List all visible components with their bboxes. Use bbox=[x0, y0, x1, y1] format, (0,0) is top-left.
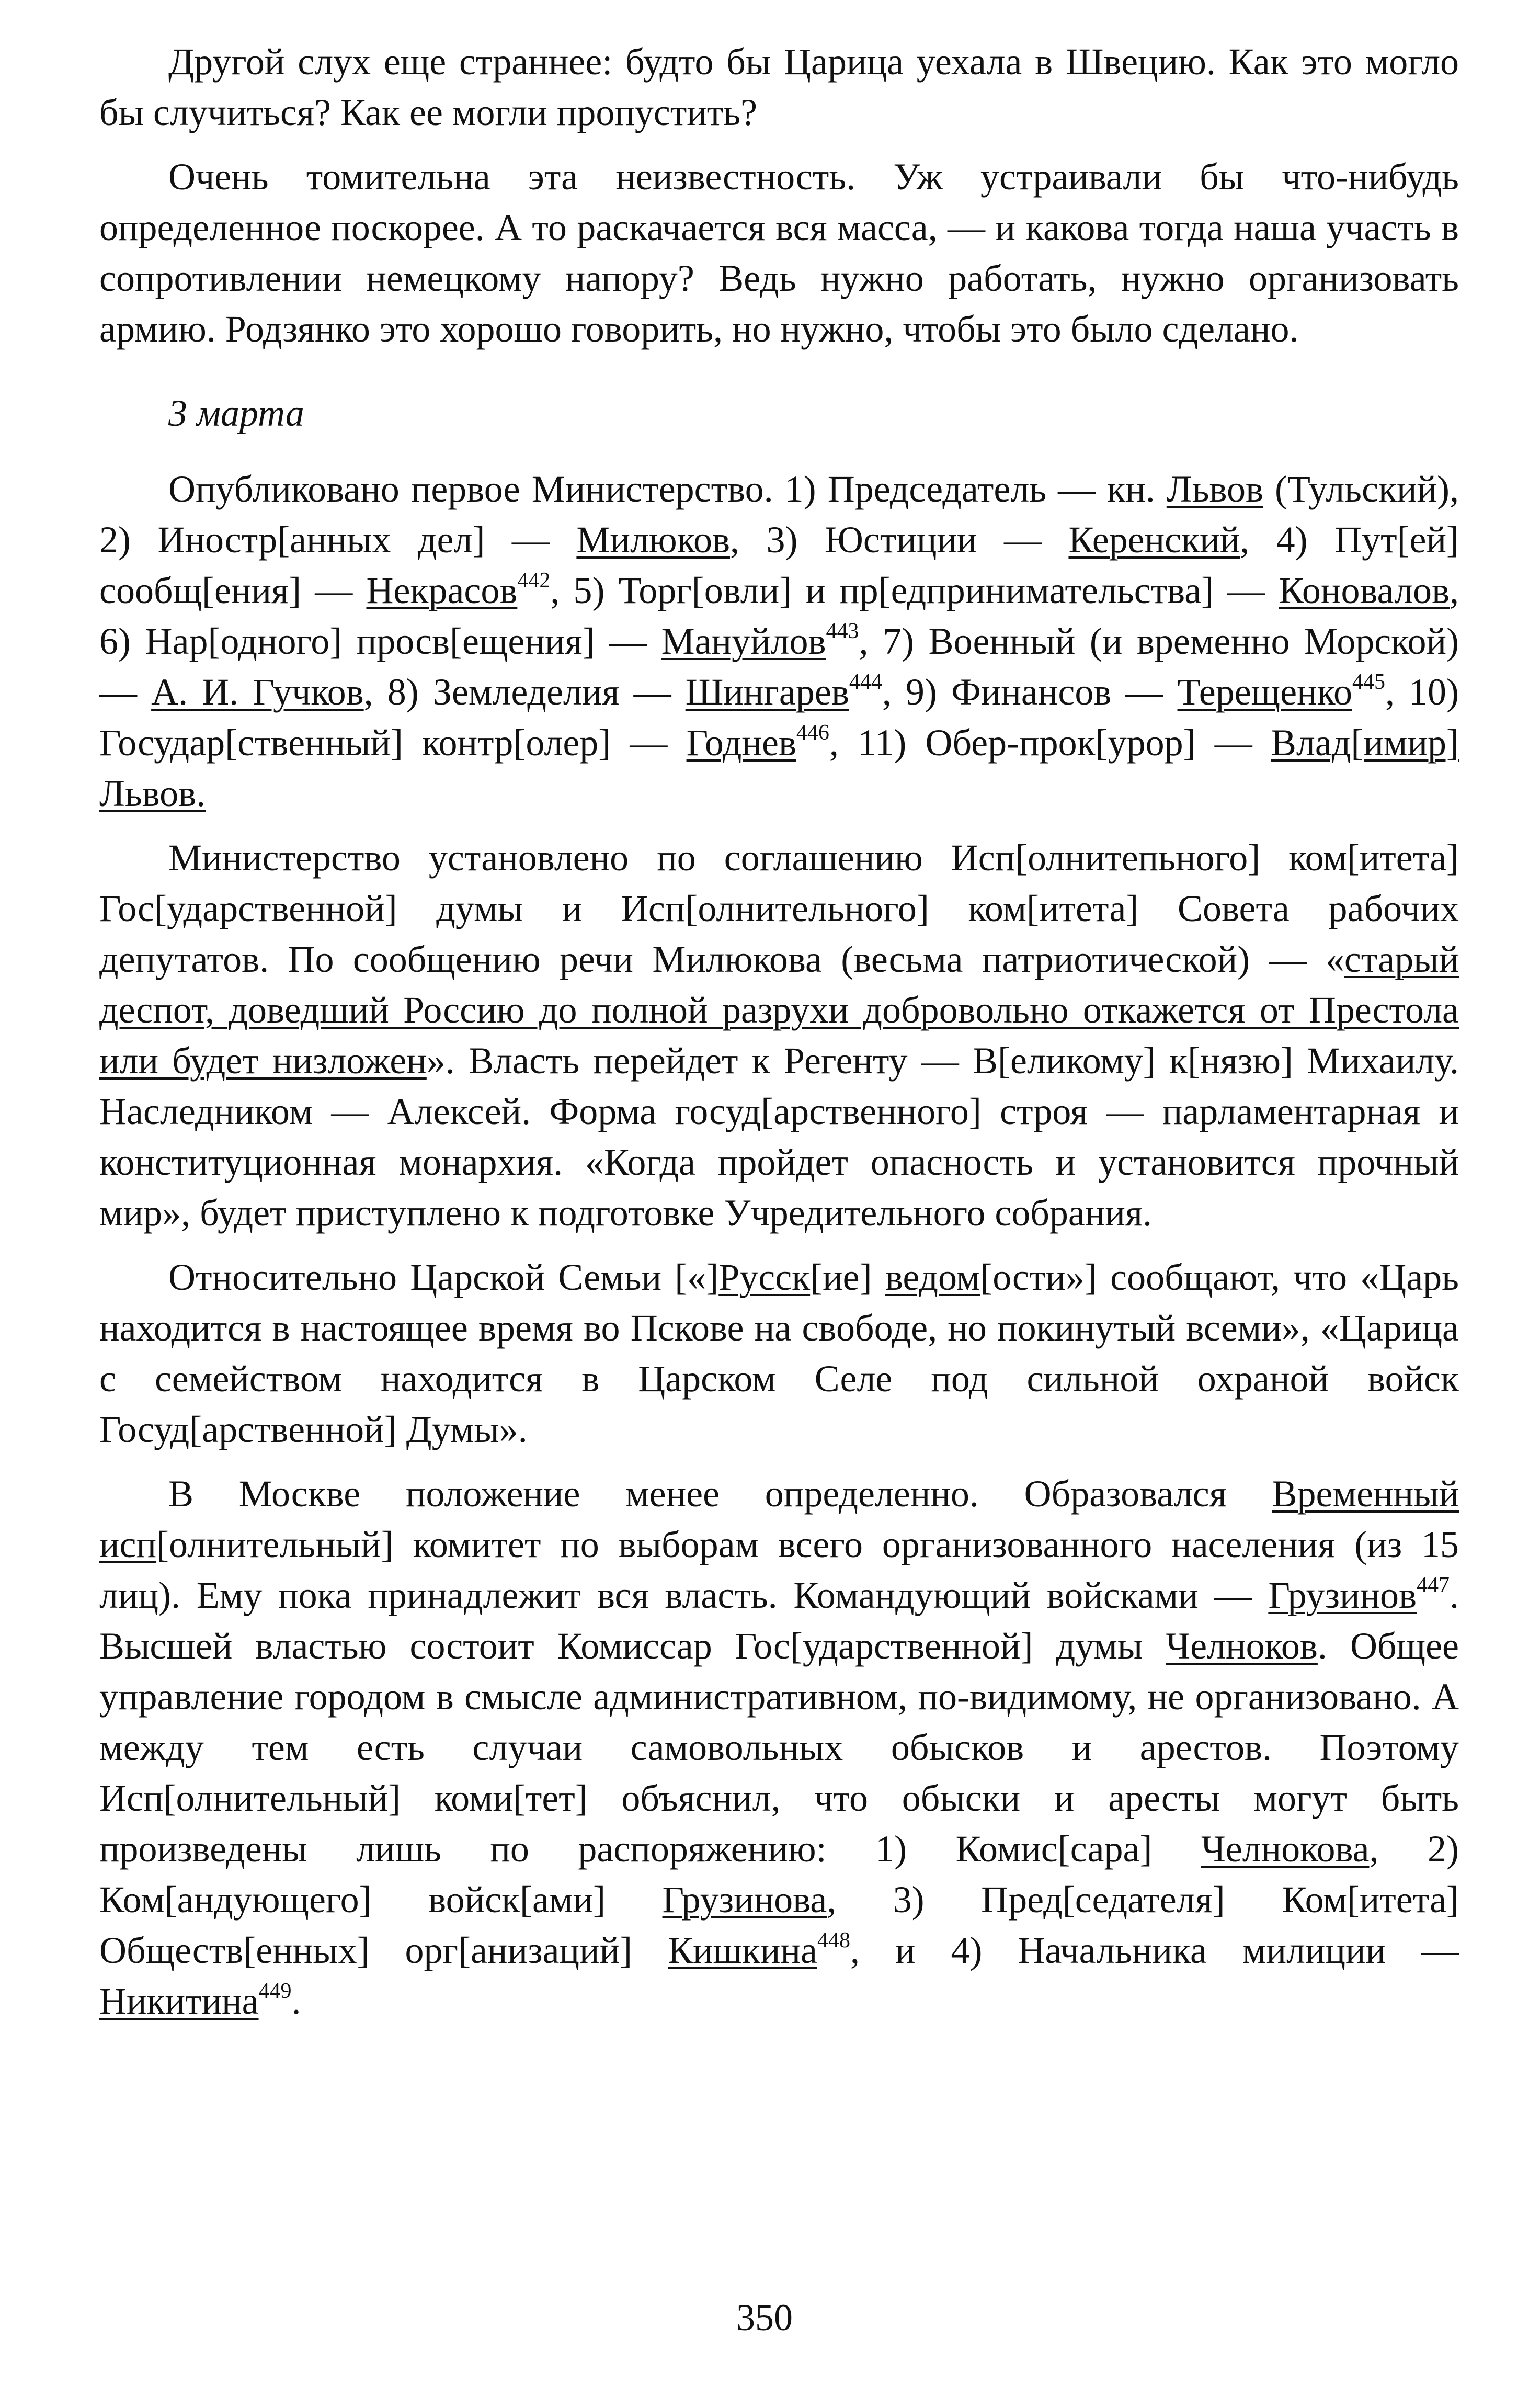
text: Опубликовано первое Министерство. 1) Председатель — кн. bbox=[168, 468, 1167, 510]
underlined-name: Коновалов bbox=[1279, 570, 1450, 611]
text: , 8) Земледелия — bbox=[363, 671, 686, 713]
underlined-name: Грузинова bbox=[662, 1879, 827, 1921]
underlined-name: Кишкина bbox=[668, 1929, 817, 1971]
underlined-name: Милюков bbox=[576, 519, 730, 561]
paragraph-ministry-list bbox=[99, 464, 1459, 819]
footnote-ref: 449 bbox=[258, 1979, 292, 2003]
paragraph-royal-family bbox=[99, 1252, 1459, 1455]
text: (Тульский), 2) Иностр[анных дел] — bbox=[99, 468, 1459, 561]
footnote-ref: 444 bbox=[849, 670, 882, 694]
date-heading: 3 марта bbox=[168, 392, 304, 434]
text: , 3) Юстиции — bbox=[729, 519, 1069, 561]
underlined-name: Мануйлов bbox=[661, 620, 826, 662]
text: , 11) Обер-прок[урор] — bbox=[829, 722, 1271, 764]
text: , 9) Финансов — bbox=[882, 671, 1178, 713]
footnote-ref: 446 bbox=[796, 721, 829, 745]
paragraph-1: Другой слух еще страннее: будто бы Царица уехала в Швецию. Как это могло бы случиться? Как ее могли пропустить? bbox=[99, 41, 1459, 133]
underlined-name: Никитина bbox=[99, 1980, 259, 2022]
underlined-name: Львов bbox=[1166, 468, 1263, 510]
text: ». Власть перейдет к Регенту — В[еликому] к[нязю] Михаилу. Наследником — Алексей. Форма госуд[арственного] строя — парламентарная и конституционная монархия. «Когда пройдет опасность и установится прочный мир», будет приступлено к подготовке Учредительного собрания. bbox=[99, 1040, 1459, 1234]
text: . bbox=[291, 1980, 301, 2022]
underlined-word: Русск bbox=[718, 1256, 811, 1298]
footnote-ref: 442 bbox=[517, 569, 551, 593]
text: . Высшей властью состоит Комиссар Гос[ударственной] думы bbox=[99, 1574, 1459, 1667]
text: , 4) Пут[ей] сообщ[ения] — bbox=[99, 519, 1459, 611]
footnote-ref: 448 bbox=[817, 1928, 850, 1952]
underlined-name: Временный исп bbox=[99, 1473, 1459, 1565]
underlined-name: Терещенко bbox=[1177, 671, 1352, 713]
underlined-name: Годнев bbox=[686, 722, 796, 764]
underlined-name: А. И. Гучков bbox=[151, 671, 364, 713]
text: , 3) Пред[седателя] Ком[итета] Обществ[енных] орг[анизаций] bbox=[99, 1879, 1459, 1971]
text: В Москве положение менее определенно. Образовался bbox=[168, 1473, 1272, 1515]
underlined-name: Некрасов bbox=[366, 570, 518, 611]
book-page bbox=[99, 37, 1459, 2027]
text: Министерство установлено по соглашению Исп[олнитепьного] ком[итета] Гос[ударственной] думы и Исп[олнительного] ком[итета] Совета рабочих депутатов. По сообщению речи Милюкова (весьма патриотической) — « bbox=[99, 837, 1459, 980]
footnote-ref: 447 bbox=[1417, 1573, 1450, 1597]
text: , 5) Торг[овли] и пр[едпринимательства] — bbox=[550, 570, 1279, 611]
text: . Общее управление городом в смысле административном, по-видимому, не организовано. А между тем есть случаи самовольных обысков и арестов. Поэтому Исп[олнительный] коми[тет] объяснил, что обыски и аресты могут быть произведены лишь по распоряжению: 1) Комис[сара] bbox=[99, 1625, 1459, 1870]
footnote-ref: 443 bbox=[826, 619, 859, 643]
underlined-name: Керенский bbox=[1068, 519, 1240, 561]
paragraph-agreement bbox=[99, 833, 1459, 1239]
footnote-ref: 445 bbox=[1352, 670, 1385, 694]
page-number: 350 bbox=[736, 2297, 793, 2338]
underlined-name: Челнокова bbox=[1201, 1828, 1370, 1870]
text: , 10) Государ[ственный] контр[олер] — bbox=[99, 671, 1459, 764]
text: Относительно Царской Семьи [«] bbox=[168, 1256, 719, 1298]
text: , 7) Военный (и временно Морской) — bbox=[99, 620, 1459, 713]
text: [олнительный] комитет по выборам всего организованного населения (из 15 лиц). Ему пока принадлежит вся власть. Командующий войсками — bbox=[99, 1524, 1459, 1616]
underlined-name: Шингарев bbox=[685, 671, 849, 713]
text: [ости»] сообщают, что «Царь находится в настоящее время во Пскове на свободе, но покинутый всеми», «Царица с семейством находится в Царском Селе под сильной охраной войск Госуд[арственной] Думы». bbox=[99, 1256, 1459, 1450]
underlined-name: Грузинов bbox=[1268, 1574, 1417, 1616]
text: , 2) Ком[андующего] войск[ами] bbox=[99, 1828, 1459, 1921]
underlined-word: ведом bbox=[885, 1256, 980, 1298]
paragraph-moscow bbox=[99, 1469, 1459, 2027]
text: [ие] bbox=[810, 1256, 885, 1298]
paragraph-2: Очень томительна эта неизвестность. Уж устраивали бы что-нибудь определенное поскорее. А то раскачается вся масса, — и какова тогда наша участь в сопротивлении немецкому напору? Ведь нужно работать, нужно организовать армию. Родзянко это хорошо говорить, но нужно, чтобы это было сделано. bbox=[99, 156, 1459, 350]
underlined-name: Влад[имир] Львов. bbox=[99, 722, 1459, 814]
text: , и 4) Начальника милиции — bbox=[850, 1929, 1459, 1971]
underlined-quote: старый деспот, доведший Россию до полной разрухи добровольно откажется от Престола или будет низложен bbox=[99, 938, 1459, 1082]
text: , 6) Нар[одного] просв[ещения] — bbox=[99, 570, 1459, 662]
underlined-name: Челноков bbox=[1166, 1625, 1318, 1667]
